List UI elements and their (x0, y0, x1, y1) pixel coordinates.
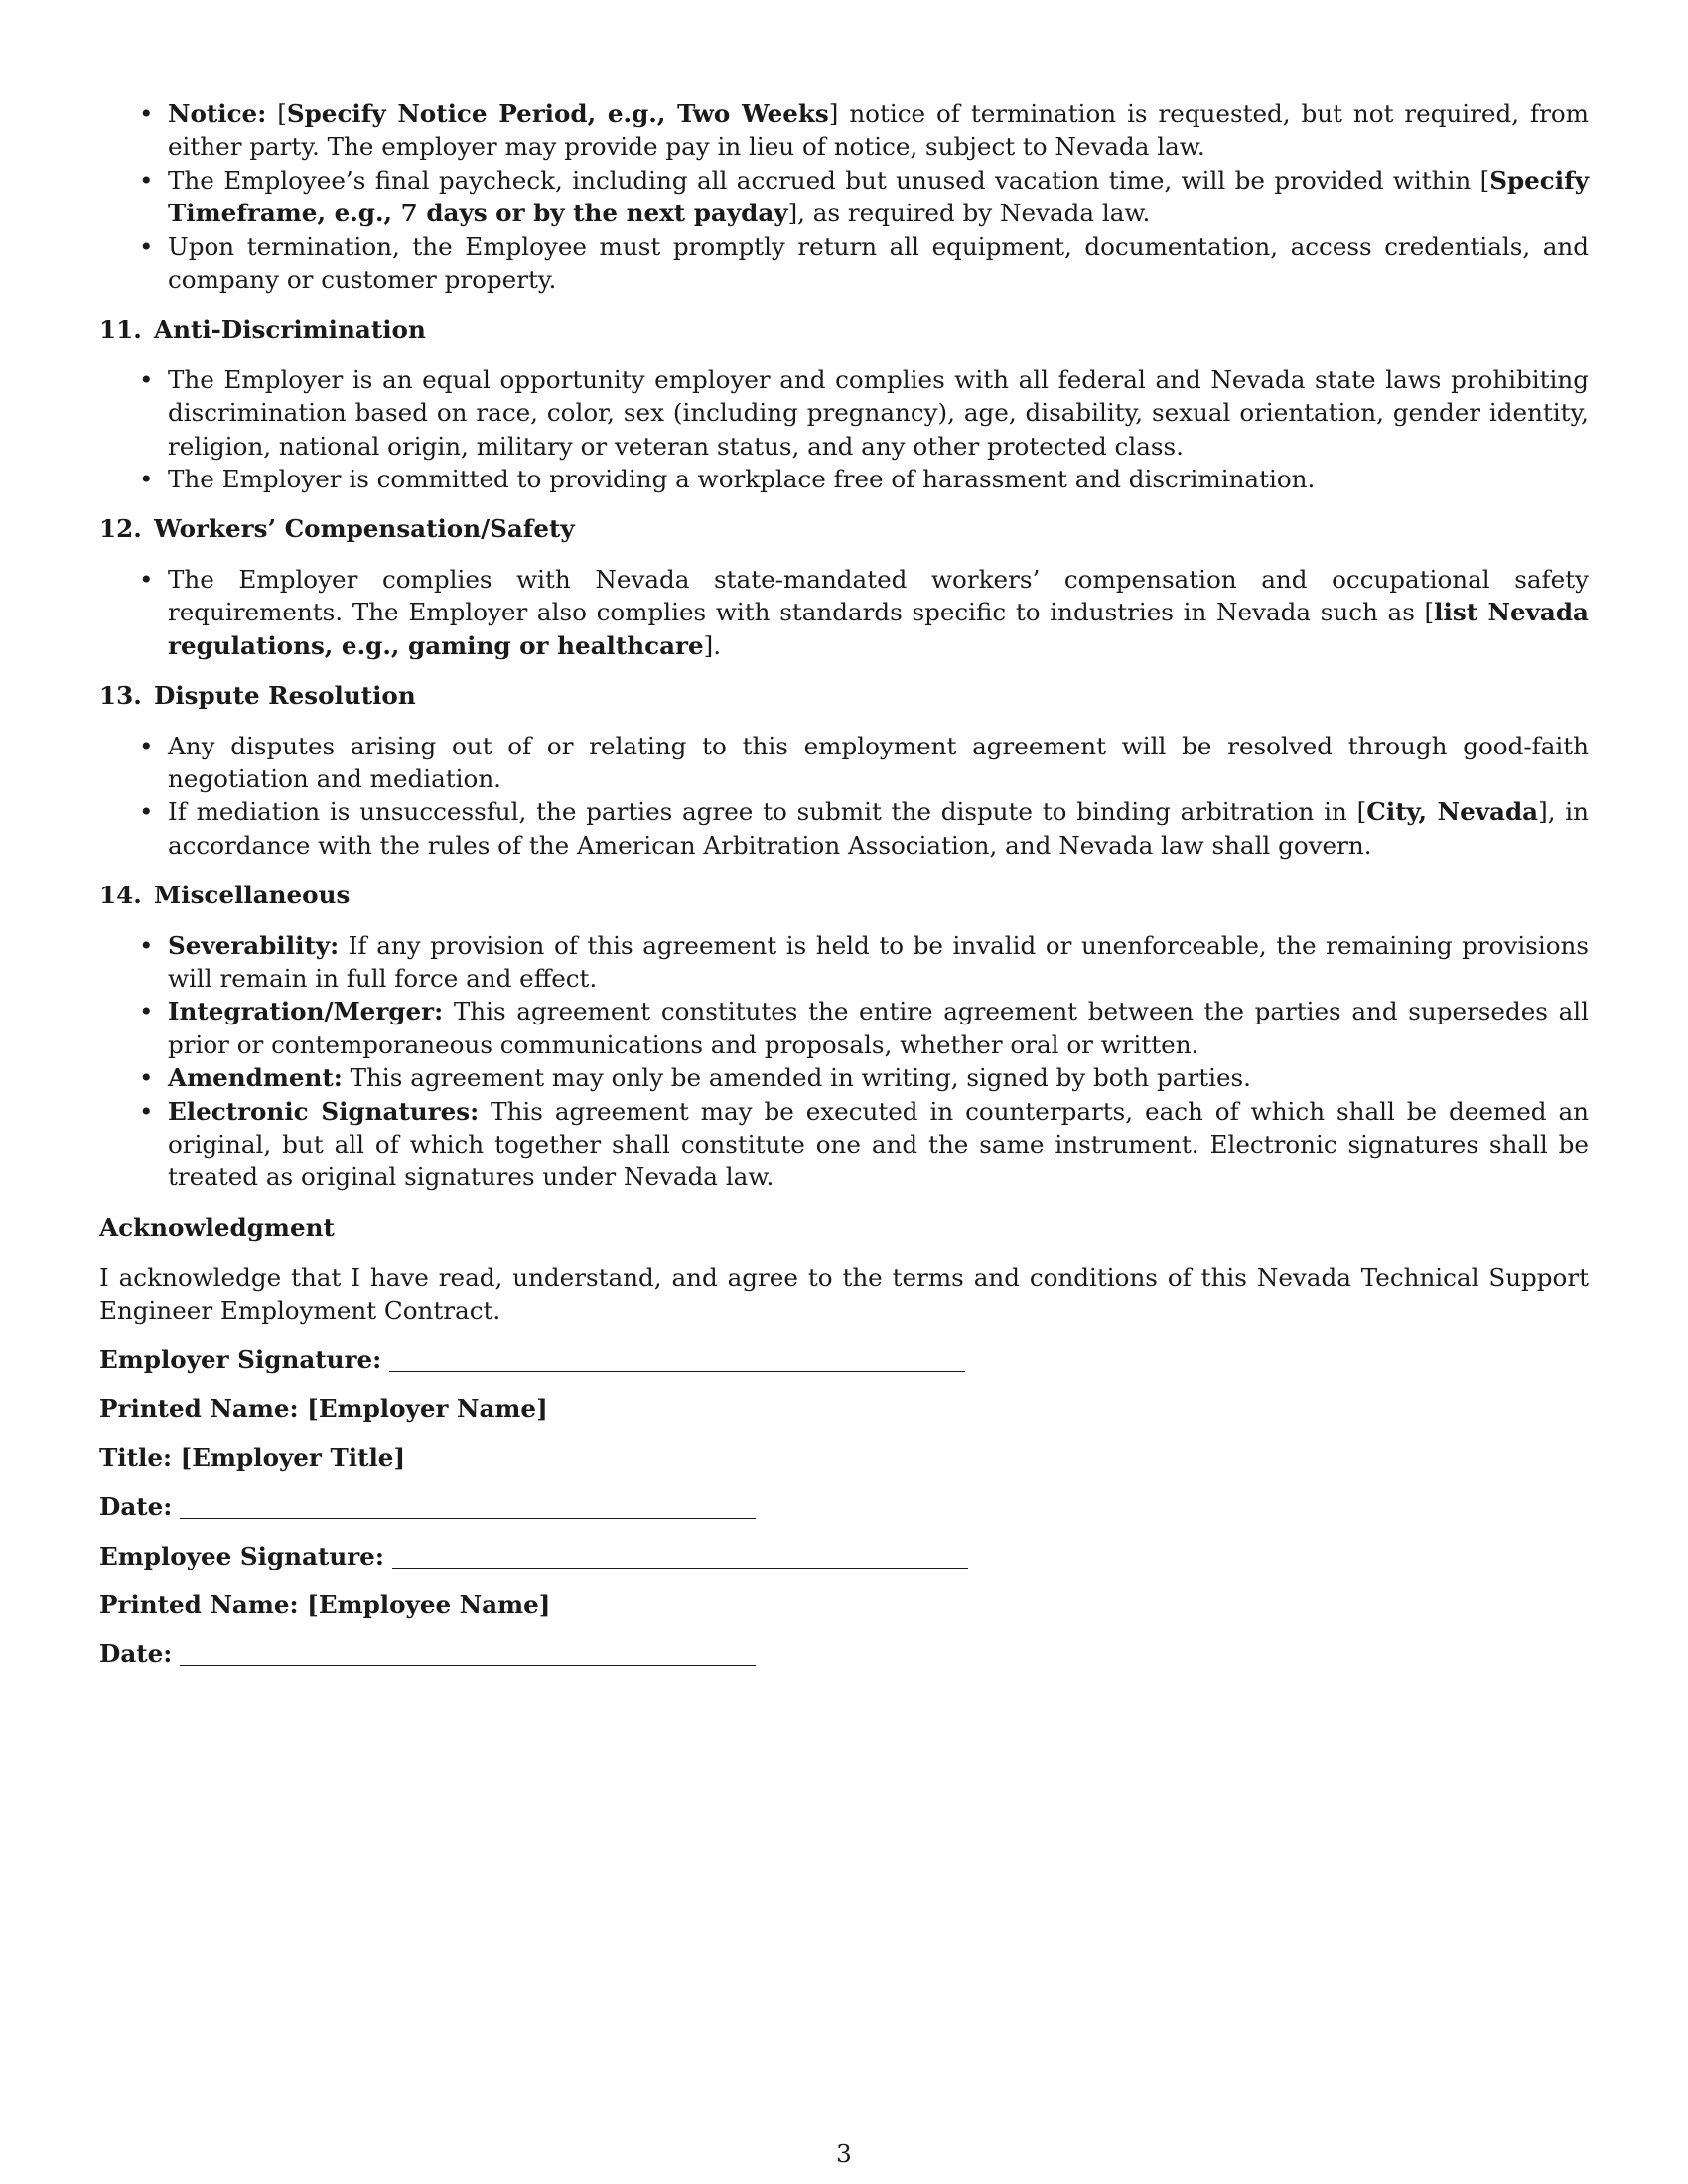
list-item-electronic-signatures (99, 1095, 1589, 1194)
section-title: Anti-Discrimination (154, 315, 426, 344)
section-number: 14. (99, 881, 142, 910)
date-label: Date: (99, 1492, 173, 1522)
section-number: 13. (99, 681, 142, 711)
item-text: This agreement may be executed in counterparts, each of which shall be deemed an original, but all of which together shall constitute one and the same instrument. Electronic signatures shall be treated as original signatures under Nevada law. (168, 1096, 1589, 1192)
employee-name-placeholder: Employee Name (318, 1590, 539, 1620)
section-12-heading (99, 512, 1589, 545)
section-number: 12. (99, 514, 142, 544)
printed-name-label: Printed Name: (99, 1590, 299, 1620)
employee-date-line[interactable] (180, 1639, 756, 1666)
list-item-text: If mediation is unsuccessful, the parties agree to submit the dispute to binding arbitration in (168, 797, 1347, 827)
final-pay-text: The Employee’s final paycheck, including all accrued but unused vacation time, will be provided within (168, 165, 1472, 195)
list-item-text: • The Employer is committed to providing a workplace free of harassment and discrimination. (168, 465, 1316, 494)
employer-date-row (99, 1490, 1589, 1523)
item-label: Severability: (168, 930, 340, 960)
employer-signature-line[interactable] (389, 1345, 965, 1372)
title-label: Title: (99, 1442, 173, 1472)
date-label: Date: (99, 1639, 173, 1669)
employee-signature-line[interactable] (392, 1542, 968, 1569)
employer-signature-row (99, 1343, 1589, 1376)
section-12-list (99, 563, 1589, 662)
section-13-heading (99, 679, 1589, 712)
item-label: Electronic Signatures: (168, 1096, 480, 1126)
timeframe-placeholder: Specify Timeframe, e.g., 7 days or by the next payday (168, 165, 1589, 228)
section-title: Miscellaneous (154, 881, 351, 910)
acknowledgment-heading: Acknowledgment (99, 1212, 335, 1242)
termination-list (99, 97, 1589, 296)
list-item-severability (99, 929, 1589, 996)
list-item-text: • Any disputes arising out of or relating to this employment agreement will be resolved through good-faith negotiation and mediation. (168, 731, 1589, 793)
section-title: Dispute Resolution (154, 681, 416, 711)
section-11-list (99, 363, 1589, 496)
list-item-final-paycheck: • The Employee’s final paycheck, including all accrued but unused vacation time, will be provided within [Specify Timeframe, e.g., 7 days or by the next payday], as required by Nevada law. (99, 164, 1589, 230)
city-placeholder: City, Nevada (1366, 797, 1539, 827)
page-number: 3 (836, 2139, 852, 2168)
employer-printed-name-row: Printed Name: [Employer Name] (99, 1394, 548, 1424)
list-item-suffix: , in accordance with the rules of the American Arbitration Association, and Nevada law shall govern. (168, 797, 1589, 860)
employer-signature-label: Employer Signature: (99, 1345, 382, 1374)
notice-period-placeholder: Specify Notice Period, e.g., Two Weeks (286, 99, 829, 128)
item-label: Integration/Merger: (168, 997, 444, 1026)
item-text: This agreement may only be amended in writing, signed by both parties. (350, 1063, 1251, 1093)
regulations-placeholder: list Nevada regulations, e.g., gaming or healthcare (168, 598, 1589, 660)
item-text: If any provision of this agreement is held to be invalid or unenforceable, the remaining provisions will remain in full force and effect. (168, 930, 1589, 993)
list-item: • If mediation is unsuccessful, the parties agree to submit the dispute to binding arbitration in [City, Nevada], in accordance with the rules of the American Arbitration Association, and Nevada law shall govern. (99, 795, 1589, 862)
list-item (99, 730, 1589, 796)
item-label: Amendment: (168, 1063, 343, 1093)
item-text: This agreement constitutes the entire agreement between the parties and supersedes all prior or contemporaneous communications and proposals, whether oral or written. (168, 997, 1589, 1059)
list-item-integration (99, 995, 1589, 1061)
section-14-heading (99, 879, 1589, 911)
printed-name-label: Printed Name: (99, 1394, 299, 1424)
list-item-suffix: . (713, 630, 722, 660)
list-item-text: • The Employer is an equal opportunity employer and complies with all federal and Nevada state laws prohibiting discrimination based on race, color, sex (including pregnancy), age, disability, sexual orientation, gender identity, religion, national origin, military or veteran status, and any other protected class. (168, 364, 1589, 461)
document-page (99, 97, 1589, 1671)
section-11-heading (99, 313, 1589, 345)
acknowledgment-text: I acknowledge that I have read, understand, and agree to the terms and conditions of this Nevada Technical Support Engineer Employment Contract. (99, 1263, 1589, 1325)
list-item: • The Employer complies with Nevada state-mandated workers’ compensation and occupational safety requirements. The Employer also complies with standards specific to industries in Nevada such as [list Nevada regulations, e.g., gaming or healthcare]. (99, 563, 1589, 662)
list-item-text: The Employer complies with Nevada state-mandated workers’ compensation and occupational safety requirements. The Employer also complies with standards specific to industries in Nevada such as (168, 564, 1589, 627)
section-number: 11. (99, 315, 142, 344)
employer-title-row: Title: [Employer Title] (99, 1442, 406, 1472)
list-item (99, 363, 1589, 463)
list-item-amendment (99, 1061, 1589, 1094)
return-property-text: Upon termination, the Employee must promptly return all equipment, documentation, access credentials, and company or customer property. (168, 231, 1589, 295)
employee-printed-name-row: Printed Name: [Employee Name] (99, 1590, 551, 1620)
employer-name-placeholder: Employer Name (318, 1394, 537, 1424)
employee-signature-row (99, 1540, 1589, 1572)
section-14-list (99, 929, 1589, 1194)
employer-date-line[interactable] (180, 1492, 756, 1519)
list-item (99, 463, 1589, 495)
list-item-return-property (99, 230, 1589, 297)
notice-label: Notice: (168, 99, 267, 128)
section-title: Workers’ Compensation/Safety (154, 514, 575, 544)
notice-text: notice of termination is requested, but not required, from either party. The employer may provide pay in lieu of notice, subject to Nevada law. (168, 99, 1589, 162)
final-pay-suffix: , as required by Nevada law. (797, 199, 1151, 228)
employee-date-row (99, 1637, 1589, 1670)
employer-title-placeholder: Employer Title (192, 1442, 394, 1472)
employee-signature-label: Employee Signature: (99, 1541, 384, 1570)
list-item-notice: • Notice: [Specify Notice Period, e.g., Two Weeks] notice of termination is requested, but not required, from either party. The employer may provide pay in lieu of notice, subject to Nevada law. (99, 97, 1589, 164)
section-13-list (99, 730, 1589, 863)
